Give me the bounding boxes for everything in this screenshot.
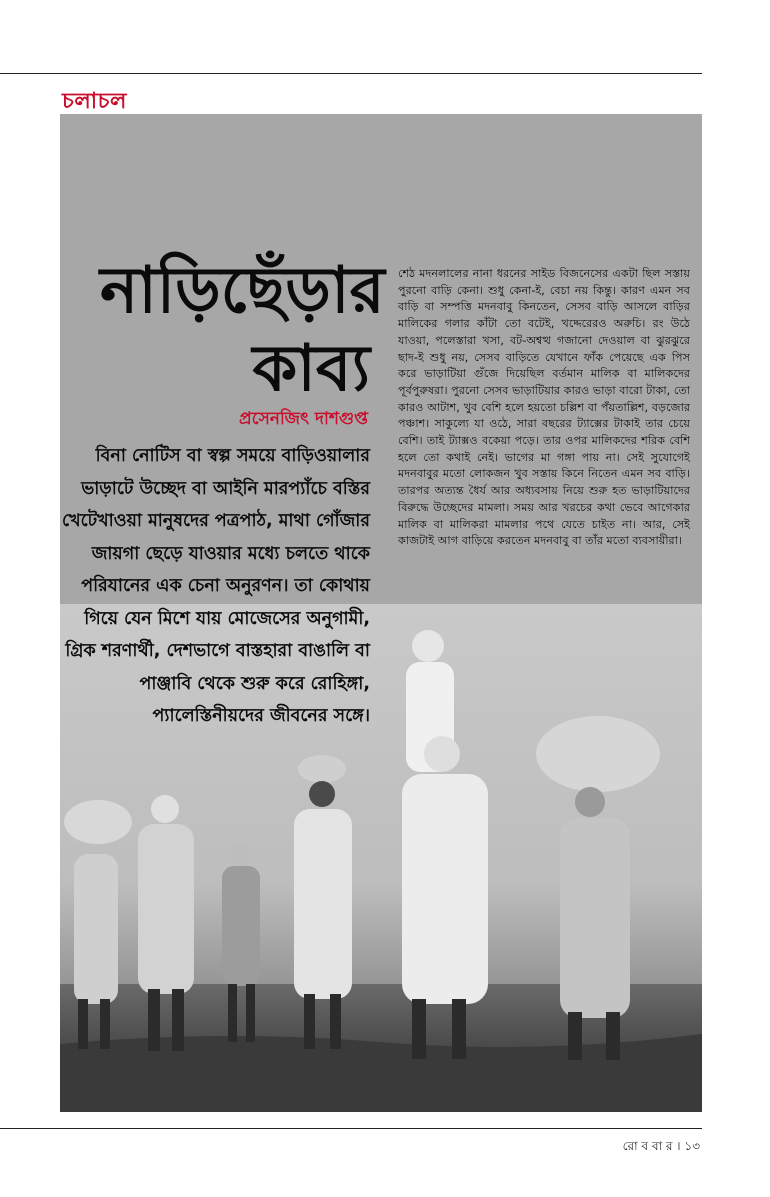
article-headline: নাড়িছেঁড়ার কাব্য: [100, 254, 385, 406]
article-intro: বিনা নোটিস বা স্বল্প সময়ে বাড়িওয়ালার ভাড়াটে উচ্ছেদ বা আইনি মারপ্যাঁচে বস্তির খেটেখাওয়া মানুষদের পত্রপাঠ, মাথা গোঁজার জায়গা ছেড়ে যাওয়ার মধ্যে চলতে থাকে পরিযানের এক চেনা অনুরণন। তা কোথায় গিয়ে যেন মিশে যায় মোজেসের অনুগামী, গ্রিক শরণার্থী, দেশভাগে বাস্তহারা বাঙালি বা পাঞ্জাবি থেকে শুরু করে রোহিঙ্গা, প্যালেস্তিনীয়দের জীবনের সঙ্গে।: [62, 446, 370, 726]
section-label: চলাচল: [62, 89, 127, 114]
page-footer: রো ব বা র । ১৩: [622, 1139, 700, 1153]
article-panel: [60, 114, 702, 1112]
article-body-column: শেঠ মদনলালের নানা ধরনের সাইড বিজনেসের একটা ছিল সস্তায় পুরনো বাড়ি কেনা। শুধু কেনা-ই, বেচা নয় কিন্তু। কারণ এমন সব বাড়ি বা সম্পত্তি মদনবাবু কিনতেন, সেসব বাড়ি আসলে বাড়ির মালিকের গলার কাঁটা তো বটেই, খদ্দেরেরও অরুচি। রং উঠে যাওয়া, পলেস্তারা খসা, বট-অশ্বত্থ গজানো দেওয়াল বা ঝুরঝুরে ছাদ-ই শুধু নয়, সেসব বাড়িতে যেখানে ফাঁক পেয়েছে এক পিস করে ভাড়াটিয়া গুঁজে দিয়েছিল বর্তমান মালিক বা মালিকদের পূর্বপুরুষরা। পুরনো সেসব ভাড়াটিয়ার কারও ভাড়া বারো টাকা, তো কারও আটাশ, খুব বেশি হলে হয়তো চল্লিশ বা পঁয়তাল্লিশ, বড়জোর পঞ্চাশ। সাকুল্যে যা ওঠে, সারা বছরের ট্যাক্সের টাকাই তার চেয়ে বেশি। তাই ট্যাক্সও বকেয়া পড়ে। তার ওপর মালিকদের শরিক বেশি হলে তো কথাই নেই। ভাগের মা গঙ্গা পায় না। সেই সুযোগেই মদনবাবুর মতো লোকজন খুব সস্তায় কিনে নিতেন এমন সব বাড়ি। তারপর অত্যন্ত ধৈর্য আর অধ্যবসায় নিয়ে শুরু হত ভাড়াটিয়াদের বিরুদ্ধে উচ্ছেদের মামলা। সময় আর খরচের কথা ভেবে আগেকার মালিক বা মালিকরা মামলার পথে যেতে চাইত না। আর, সেই কাজটাই আগ বাড়িয়ে করতেন মদনবাবু বা তাঁর মতো ব্যবসায়ীরা।: [398, 267, 690, 548]
bottom-rule: [0, 1128, 702, 1129]
top-rule: [0, 73, 702, 74]
author-byline: প্রসেনজিৎ দাশগুপ্ত: [239, 409, 368, 429]
